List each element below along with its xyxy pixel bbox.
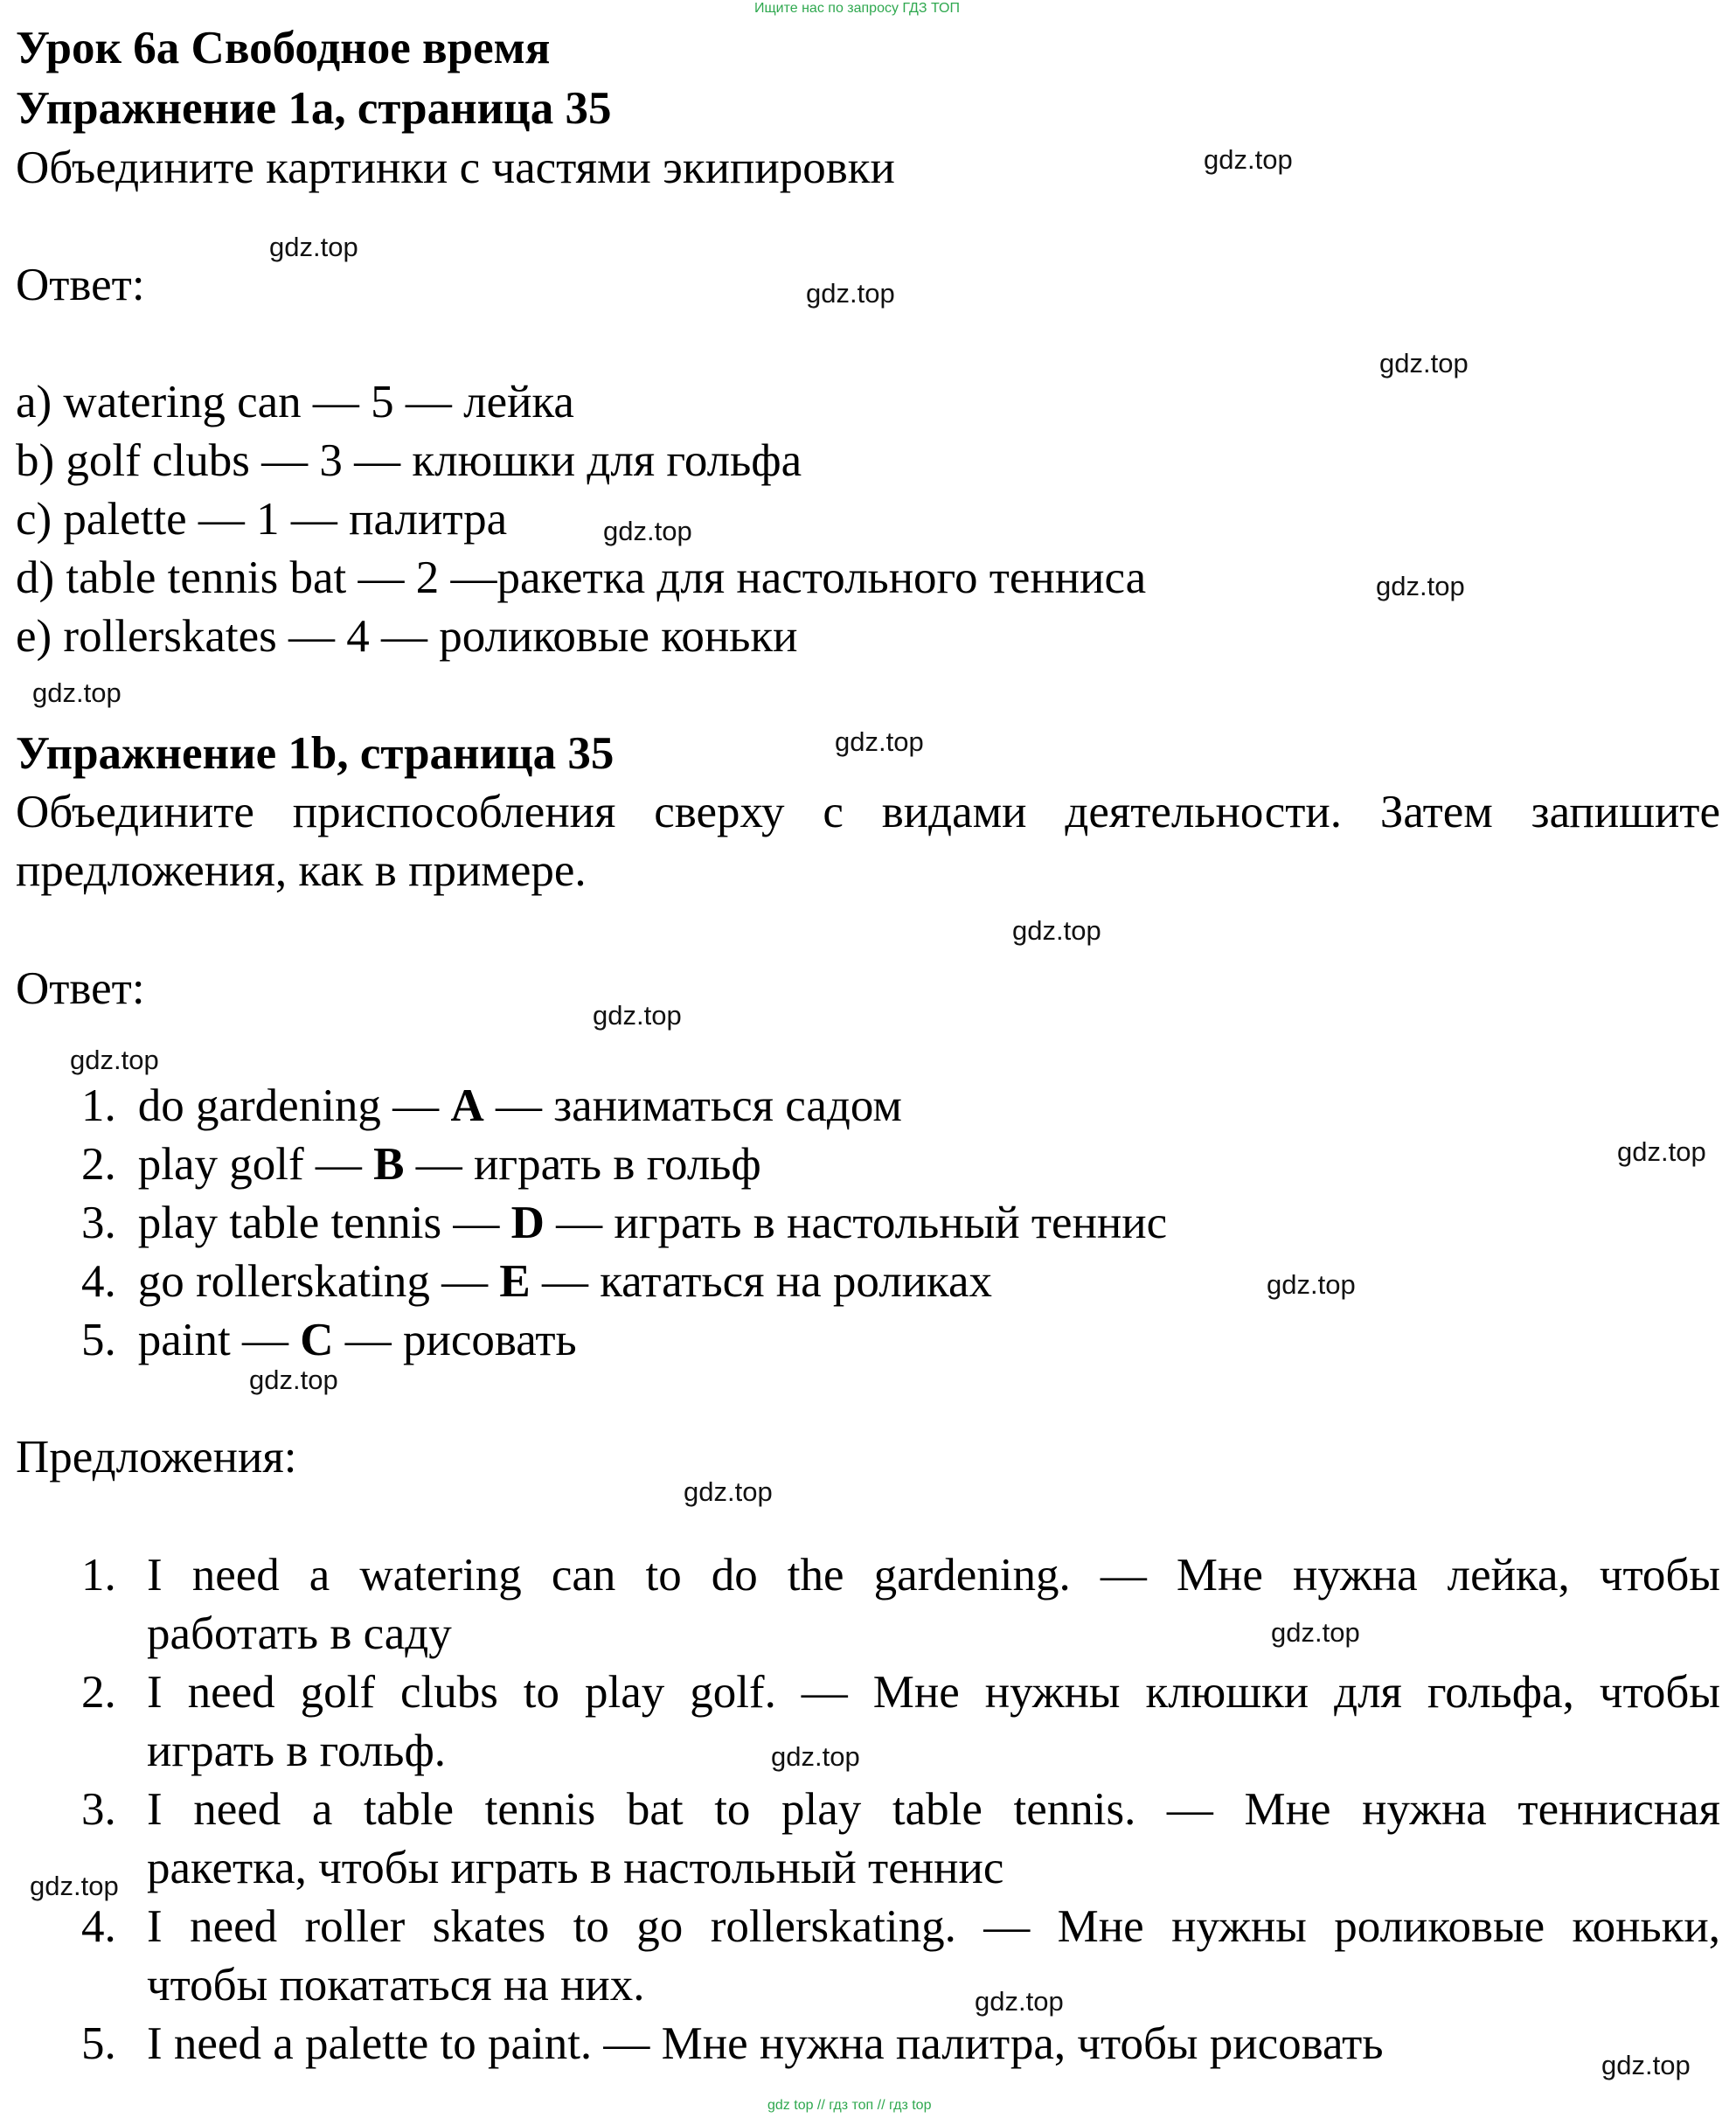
sentences-label: Предложения:	[16, 1432, 297, 1483]
match-number: 4.	[81, 1256, 116, 1307]
watermark: gdz.top	[593, 1000, 682, 1031]
match-item	[81, 1314, 577, 1366]
watermark: gdz.top	[1012, 915, 1101, 946]
watermark: gdz.top	[269, 232, 358, 262]
match-number: 3.	[81, 1198, 116, 1248]
sentence-line: I need a palette to paint. — Мне нужна палитра, чтобы рисовать	[147, 2018, 1384, 2069]
sentence-line: I need a table tennis bat to play table tennis. — Мне нужна теннисная	[147, 1784, 1720, 1835]
sentence-line: ракетка, чтобы играть в настольный теннис	[147, 1843, 1004, 1893]
match-activity: play table tennis —	[137, 1198, 511, 1248]
sentence-line: I need golf clubs to play golf. — Мне нужны клюшки для гольфа, чтобы	[147, 1667, 1720, 1718]
watermark: gdz.top	[835, 726, 924, 757]
exercise-1b-task-line-2: предложения, как в примере.	[16, 845, 587, 896]
watermark: gdz.top	[1376, 571, 1465, 601]
exercise-1a-answer-label: Ответ:	[16, 260, 145, 310]
sentence-line: I need roller skates to go rollerskating. — Мне нужны роликовые коньки,	[147, 1901, 1720, 1952]
match-translation: — кататься на роликах	[530, 1256, 993, 1307]
answer-item-a: a) watering can — 5 — лейка	[16, 377, 574, 427]
match-translation: — играть в настольный теннис	[544, 1198, 1168, 1248]
sentence-line: чтобы покататься на них.	[147, 1960, 645, 2010]
match-number: 1.	[81, 1080, 116, 1131]
watermark: gdz.top	[1601, 2050, 1691, 2080]
match-translation: — заниматься садом	[483, 1080, 902, 1131]
sentence-line: работать в саду	[147, 1608, 452, 1659]
sentence-number: 4.	[81, 1901, 116, 1952]
answer-item-d: d) table tennis bat — 2 —ракетка для настольного тенниса	[16, 552, 1147, 603]
watermark: gdz.top	[603, 516, 692, 546]
watermark: gdz.top	[249, 1365, 338, 1395]
match-letter: C	[300, 1315, 334, 1365]
match-activity: do gardening —	[137, 1080, 451, 1131]
match-item	[81, 1197, 1167, 1249]
exercise-1a-title: Упражнение 1a, страница 35	[16, 83, 612, 134]
match-letter: B	[373, 1139, 405, 1190]
sentence-number: 2.	[81, 1667, 116, 1718]
sentence-line: I need a watering can to do the gardening. — Мне нужна лейка, чтобы	[147, 1550, 1720, 1601]
match-letter: A	[450, 1080, 484, 1131]
sentence-line: играть в гольф.	[147, 1726, 447, 1776]
watermark: gdz.top	[1204, 144, 1293, 175]
watermark: gdz.top	[1617, 1136, 1706, 1167]
watermark: gdz.top	[30, 1871, 119, 1901]
match-translation: — рисовать	[333, 1315, 577, 1365]
match-letter: E	[499, 1256, 531, 1307]
sentence-number: 5.	[81, 2018, 116, 2069]
watermark: gdz.top	[684, 1476, 773, 1507]
match-item	[81, 1080, 902, 1132]
watermark: gdz.top	[70, 1045, 159, 1075]
answer-item-c: c) palette — 1 — палитра	[16, 494, 508, 545]
sentence-number: 1.	[81, 1550, 116, 1601]
match-activity: play golf —	[137, 1139, 374, 1190]
exercise-1b-task-line-1: Объедините приспособления сверху с видами деятельности. Затем запишите	[16, 787, 1720, 837]
bottom-note: gdz top // гдз топ // гдз top	[767, 2098, 932, 2113]
watermark: gdz.top	[806, 278, 895, 309]
watermark: gdz.top	[771, 1741, 860, 1772]
lesson-title: Урок 6а Свободное время	[16, 23, 551, 73]
exercise-1b-title: Упражнение 1b, страница 35	[16, 728, 615, 779]
exercise-1b-answer-label: Ответ:	[16, 963, 145, 1014]
answer-item-b: b) golf clubs — 3 — клюшки для гольфа	[16, 435, 802, 486]
answer-item-e: e) rollerskates — 4 — роликовые коньки	[16, 611, 798, 662]
top-search-note: Ищите нас по запросу ГДЗ ТОП	[754, 1, 960, 16]
match-item	[81, 1255, 992, 1308]
watermark: gdz.top	[1379, 348, 1469, 378]
watermark: gdz.top	[32, 677, 122, 708]
match-letter: D	[510, 1198, 545, 1248]
watermark: gdz.top	[1271, 1617, 1360, 1648]
watermark: gdz.top	[1267, 1269, 1356, 1300]
match-number: 2.	[81, 1139, 116, 1190]
match-number: 5.	[81, 1315, 116, 1365]
match-activity: go rollerskating —	[137, 1256, 500, 1307]
match-activity: paint —	[137, 1315, 301, 1365]
watermark: gdz.top	[975, 1986, 1064, 2017]
match-translation: — играть в гольф	[404, 1139, 761, 1190]
sentence-number: 3.	[81, 1784, 116, 1835]
match-item	[81, 1138, 761, 1191]
exercise-1a-task: Объедините картинки с частями экипировки	[16, 142, 895, 193]
